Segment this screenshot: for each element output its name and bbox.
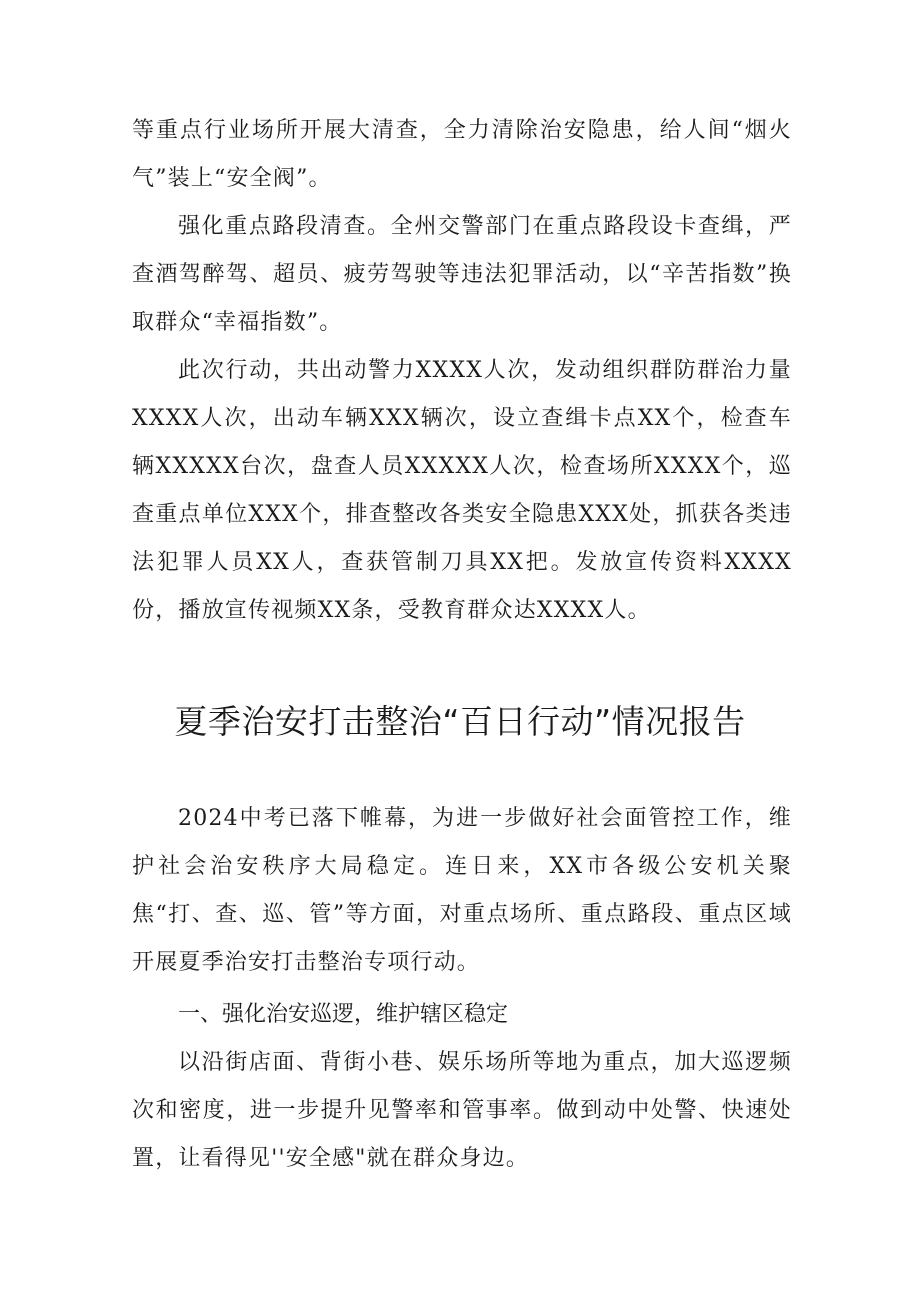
paragraph-road-inspection: 强化重点路段清查。全州交警部门在重点路段设卡查缉，严查酒驾醉驾、超员、疲劳驾驶等违法犯罪活动，以“辛苦指数”换取群众“幸福指数”。 <box>132 214 792 335</box>
paragraph-patrol-body: 以沿街店面、背街小巷、娱乐场所等地为重点，加大巡逻频次和密度，进一步提升见警率和管事率。做到动中处警、快速处置，让看得见''安全感"就在群众身边。 <box>132 1050 792 1171</box>
paragraph-inspection-continued: 等重点行业场所开展大清查，全力清除治安隐患，给人间“烟火气”装上“安全阀”。 <box>132 118 792 191</box>
paragraph-intro: 2024中考已落下帷幕，为进一步做好社会面管控工作，维护社会治安秩序大局稳定。连日来，XX市各级公安机关聚焦“打、查、巡、管”等方面，对重点场所、重点路段、重点区域开展夏季治安打击整治专项行动。 <box>132 806 792 975</box>
section-heading-patrol: 一、强化治安巡逻，维护辖区稳定 <box>178 1002 509 1027</box>
paragraph-action-statistics: 此次行动，共出动警力XXXX人次，发动组织群防群治力量XXXX人次，出动车辆XXX辆次，设立查缉卡点XX个，检查车辆XXXXX台次，盘查人员XXXXX人次，检查场所XXXX个，巡查重点单位XXX个，排查整改各类安全隐患XXX处，抓获各类违法犯罪人员XX人，查获管制刀具XX把。发放宣传资料XXXX份，播放宣传视频XX条，受教育群众达XXXX人。 <box>132 358 792 623</box>
report-title: 夏季治安打击整治“百日行动”情况报告 <box>174 702 746 741</box>
